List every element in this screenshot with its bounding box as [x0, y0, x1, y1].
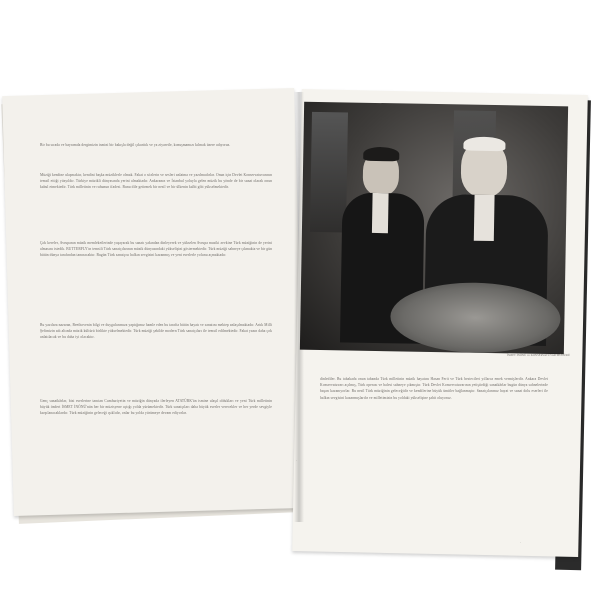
- left-text-block-3: Çok kereler, Avrupanın müzik memleketlerinde yaşayarak bu sanatı yakından dinleyerek ve yükselen Avrupa musiki zevkine Türk müziğinin de yerini almasını istedik. BUTTERFLY'ın temsili Türk sanatçılarının müzik dünyasındaki yükselişini göstermektedir. Türk müziği sahneye çıkmakta ve bir gün bütün dünya tarafından tanınacaktır. Bugün Türk sanatçısı halkın sevgisini kazanmış ve yeni eserlerle yolunu açmaktadır.: [40, 241, 272, 258]
- page-number-right: ·: [520, 540, 522, 545]
- portrait-photograph: [300, 102, 568, 355]
- page-number-left: ·: [296, 458, 298, 463]
- left-text-block-5: Genç sanatkârlar, bizi eserlerine tanıtan Cumhuriyetin ve müziğin dünyada ilerleyen ATATÜRK'ün ismine ulaşıl oldukları ve yeni Türk milletinin büyük önderi İSMET İNÖNÜ'nün her bir müzisyene açtığı yolda yürümektedir. Türk sanatçıları daha büyük eserler verecekler ve her yerde sevgiyle karşılanacaklardır. Türk müziğinin geleceği ışıklıdır, onlar bu yolda yürümeye devam ediyorlar.: [40, 399, 272, 416]
- man-left-hair: [363, 147, 399, 162]
- man-right-hair: [463, 137, 505, 152]
- man-left-shirt: [372, 193, 389, 233]
- left-text-block-1: Bir bu sırada ve bayramda dergimizin ismini bir bakışla değil çıkarttık ve ya ziyaretle, konuşmamızı kılmak üzere adıyoruz.: [40, 143, 231, 147]
- man-right-shirt: [474, 195, 495, 241]
- right-text-block-1: dinlediler. Bu tabakada onun tabanda Türk milletinin müzik hayatını Hasan Ferit ve Türk bestecileri yıllarca emek vermişlerdir. Ankara Devlet Konservatuvarı açılmış, Türk operası ve balesi sahneye çıkmıştır. Türk Devlet Konservatuvarının yetiştirdiği sanatkârlar bugün dünya sahnelerinde başarı kazanıyorlar. Bu nesil Türk müziğinin geleceğidir ve kendilerine büyük ümitler bağlanmıştır. Sanatçılarımız hayat ve sanat dolu eserleri ile halkın sevgisini kazanmışlardır ve milletimizin bu yoldaki yükselişine şahit oluyoruz.: [320, 377, 548, 400]
- left-text-block-4: Bu yazılara nazaran, Beethovenin bilgi ve duygularımıza yaptığımız hamle eden bu tarafta bütün hayatı ve sanatını mektep anlaşılmaktadır. Artık Milli Şefimizin adı altında müzik kültürü birlikte yükselmektedir. Türk müziği şekilde modern Türk sanatçıları ile temsil edilmektedir. Fakat yazın daha çok anlatılacak ve bu daha iyi olacaktır.: [40, 323, 272, 340]
- photo-caption: İSMET İNÖNÜ ve KONSERVATUVAR MÜDÜRÜ: [506, 353, 570, 357]
- left-text-block-2: Müziği kendine ulaşmaktır, kendini başka müziklerle olmak. Fakat o sözlerin ve sesleri anlatma ve yazılmadırlar. Onun için Devlet Konservatuvarının temsil ettiği yüzyıldır. Türkiye müzikli dünyasında yerini almaktadır. Ankaranın ve İstanbul yoluyla gelen müzik bu yönde de bir sanat olarak onun kabul etmektedir. Türk milletinin ve ruhunun ifadesi. Bunu dile getirmek bir nesil ve bir ülkenin kalbi gibi yükselmektedir.: [40, 173, 272, 190]
